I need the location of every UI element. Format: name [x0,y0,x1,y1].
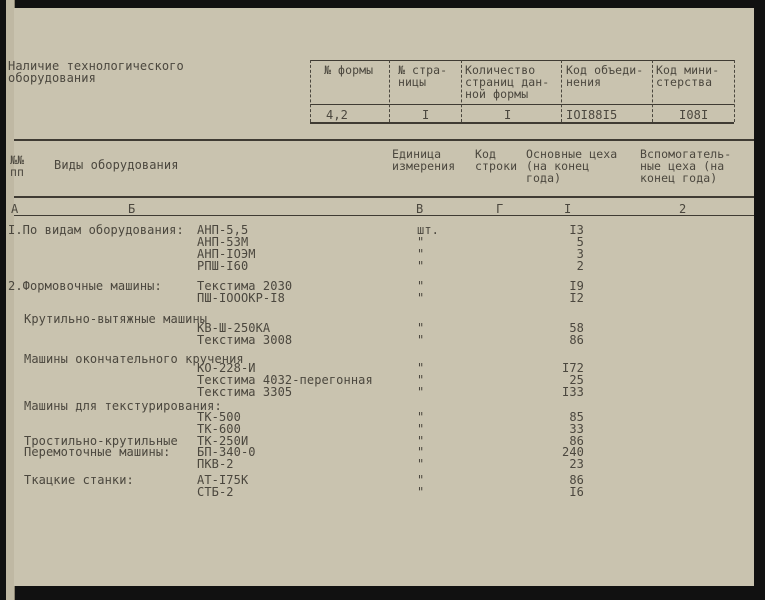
row-unit: " [417,385,425,399]
row-group-label: I.По видам оборудования: [8,223,184,237]
row-unit: " [417,247,425,261]
row-group-label: 2.Формовочные машины: [8,279,162,293]
row-main-shops-value: I33 [562,385,584,399]
header-main-shops: Основные цеха (на конец года) [526,147,618,185]
row-group-label: Перемоточные машины: [24,445,171,459]
row-group-label: Тростильно-крутильные [24,434,178,448]
ministry-code-label: Код мини- стерства [656,63,720,89]
ministry-code-value: I08I [679,108,709,122]
row-equipment-name: ТК-500 [197,410,241,424]
col-letter-code: Г [496,202,504,216]
row-main-shops-value: 33 [569,422,584,436]
col-letter-num: А [11,202,19,216]
row-main-shops-value: 3 [576,247,584,261]
row-equipment-name: РПШ-I60 [197,259,249,273]
row-equipment-name: КО-228-И [197,361,256,375]
row-equipment-name: ТК-250И [197,434,249,448]
row-unit: " [417,321,425,335]
col-letter-aux: 2 [679,202,687,216]
header-num: №№ пп [10,153,25,179]
row-main-shops-value: I3 [569,223,584,237]
row-main-shops-value: I2 [569,291,584,305]
association-code-value: IOI88I5 [566,108,618,122]
row-unit: " [417,457,425,471]
row-unit: " [417,291,425,305]
col-letter-type: Б [128,202,136,216]
row-equipment-name: Текстима 4032-перегонная [197,373,373,387]
col-letter-main: I [564,202,572,216]
row-unit: " [417,279,425,293]
row-unit: " [417,473,425,487]
row-main-shops-value: 58 [569,321,584,335]
row-equipment-name: АНП-5,5 [197,223,249,237]
row-equipment-name: СТБ-2 [197,485,234,499]
row-main-shops-value: 86 [569,434,584,448]
row-main-shops-value: 23 [569,457,584,471]
row-equipment-name: ПШ-IОООКР-I8 [197,291,285,305]
row-unit: " [417,259,425,273]
row-main-shops-value: 240 [562,445,584,459]
row-unit: " [417,235,425,249]
page-number-label: № стра- ницы [398,63,448,89]
row-unit: " [417,485,425,499]
title-line-1: Наличие технологического [8,59,184,73]
row-main-shops-value: 86 [569,473,584,487]
row-equipment-name: Текстима 3008 [197,333,293,347]
association-code-label: Код объеди- нения [566,63,644,89]
row-main-shops-value: 25 [569,373,584,387]
header-row-code: Код строки [475,147,518,173]
row-equipment-name: АНП-53М [197,235,249,249]
row-unit: " [417,434,425,448]
title-line-2: оборудования [8,71,96,85]
row-unit: " [417,445,425,459]
row-unit: " [417,373,425,387]
row-equipment-name: КВ-Ш-250КА [197,321,271,335]
row-equipment-name: Текстима 2030 [197,279,293,293]
row-main-shops-value: 5 [576,235,584,249]
row-equipment-name: ПКВ-2 [197,457,234,471]
form-number-label: № формы [324,63,374,77]
row-equipment-name: ТК-600 [197,422,241,436]
row-equipment-name: Текстима 3305 [197,385,293,399]
header-aux-shops: Вспомогатель- ные цеха (на конец года) [640,147,732,185]
row-group-label: Машины для текстурирования: [24,399,222,413]
row-unit: " [417,361,425,375]
row-equipment-name: АТ-I75К [197,473,249,487]
header-equipment-type: Виды оборудования [54,158,179,172]
row-main-shops-value: I6 [569,485,584,499]
row-unit: " [417,422,425,436]
row-unit: " [417,410,425,424]
row-unit: " [417,333,425,347]
row-main-shops-value: 86 [569,333,584,347]
row-group-label: Крутильно-вытяжные машины [24,312,208,326]
row-unit: шт. [417,223,439,237]
document-sheet [8,8,754,586]
row-equipment-name: БП-340-0 [197,445,256,459]
form-number-value: 4,2 [326,108,348,122]
page-number-value: I [422,108,430,122]
row-group-label: Ткацкие станки: [24,473,134,487]
row-main-shops-value: I9 [569,279,584,293]
row-equipment-name: АНП-IОЭМ [197,247,256,261]
row-main-shops-value: 2 [576,259,584,273]
page-count-value: I [504,108,512,122]
header-unit: Единица измерения [392,147,456,173]
page-count-label: Количество страниц дан- ной формы [465,63,550,101]
row-main-shops-value: I72 [562,361,584,375]
row-main-shops-value: 85 [569,410,584,424]
row-group-label: Машины окончательного кручения [24,352,244,366]
col-letter-unit: В [416,202,424,216]
